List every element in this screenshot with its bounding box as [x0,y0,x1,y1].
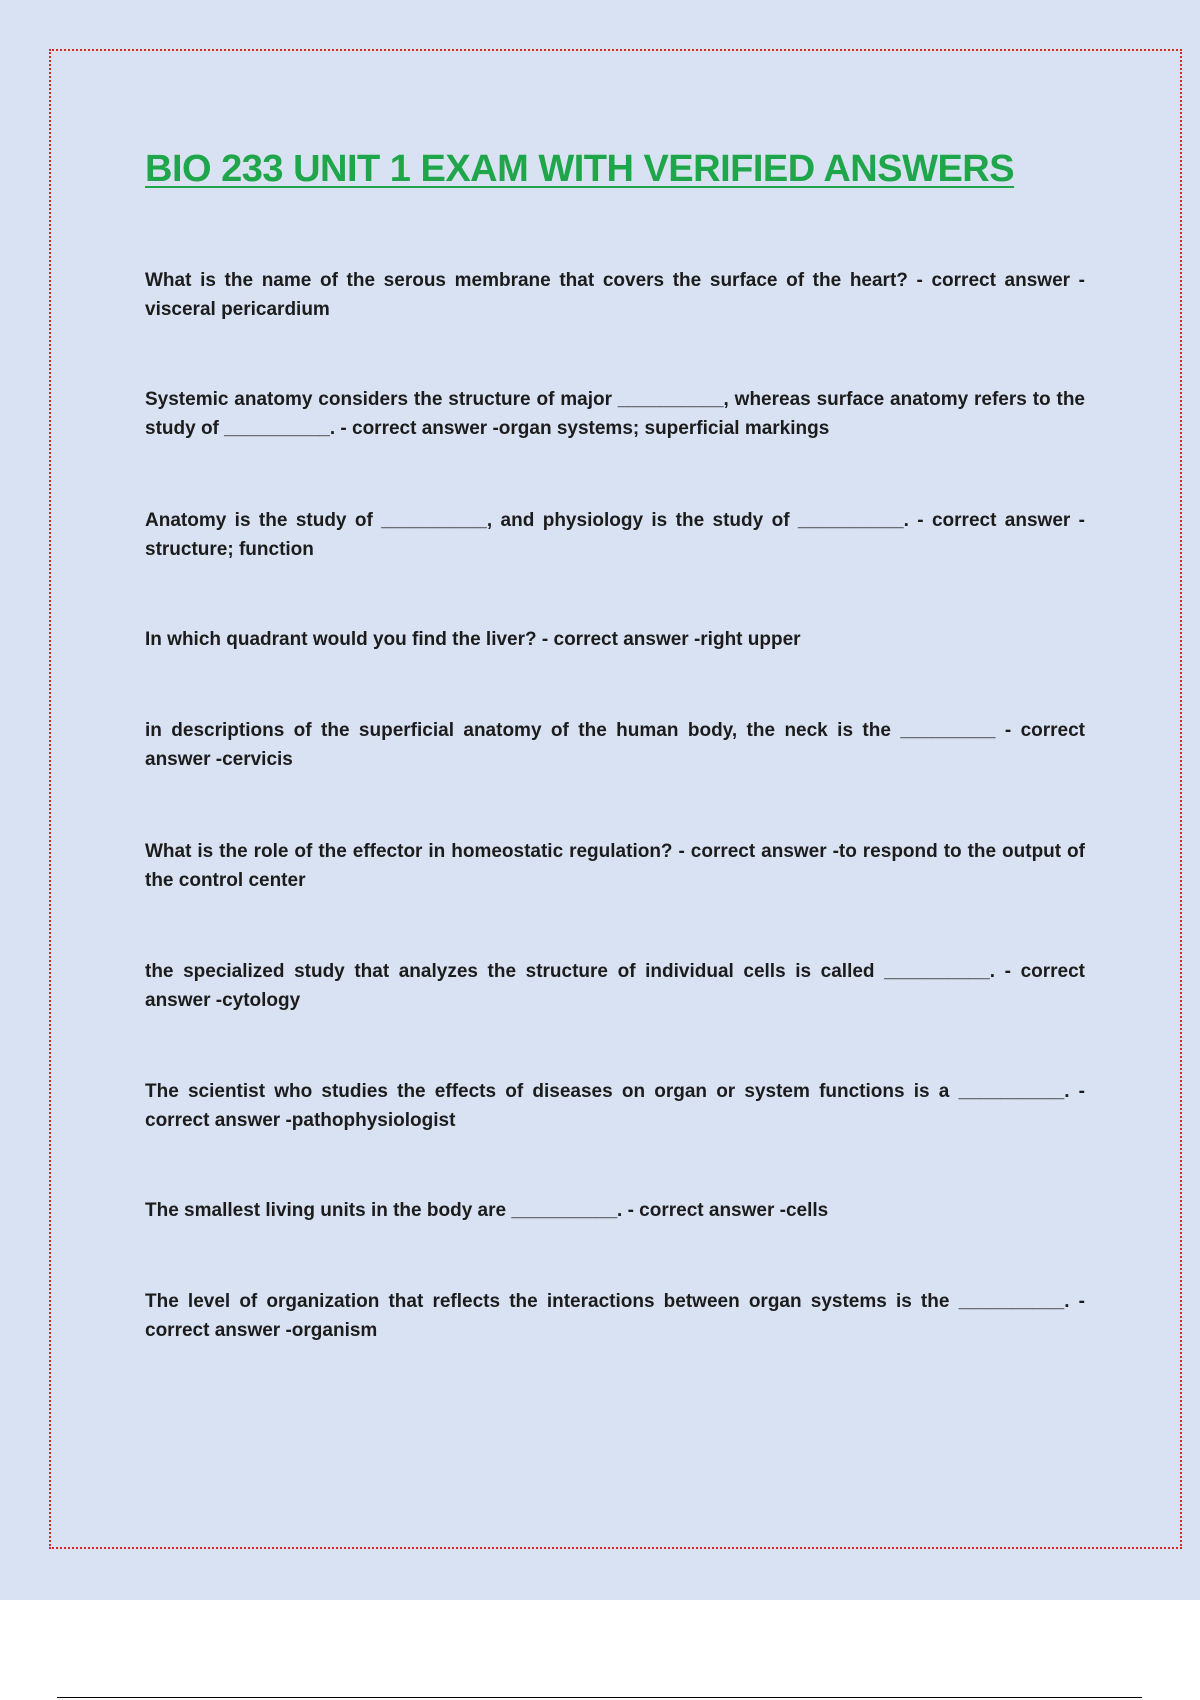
question-answer-item: What is the role of the effector in homeostatic regulation? - correct answer -to respond to the output of the control center [145,841,1085,891]
document-title: BIO 233 UNIT 1 EXAM WITH VERIFIED ANSWERS [145,148,1015,190]
question-answer-item: The level of organization that reflects the interactions between organ systems is the __________. - correct answer -organism [145,1291,1085,1341]
question-answer-item: What is the name of the serous membrane that covers the surface of the heart? - correct answer -visceral pericardium [145,270,1085,320]
question-answer-item: in descriptions of the superficial anatomy of the human body, the neck is the _________ - correct answer -cervicis [145,720,1085,770]
question-answer-item: In which quadrant would you find the liver? - correct answer -right upper [145,629,801,650]
footer-rule [57,1697,1142,1698]
question-answer-item: The smallest living units in the body are __________. - correct answer -cells [145,1200,829,1221]
question-answer-item: The scientist who studies the effects of diseases on organ or system functions is a __________. - correct answer -pathophysiologist [145,1081,1085,1131]
question-answer-item: Systemic anatomy considers the structure of major __________, whereas surface anatomy refers to the study of __________. - correct answer -organ systems; superficial markings [145,389,1085,439]
question-answer-item: the specialized study that analyzes the structure of individual cells is called __________. - correct answer -cytology [145,961,1085,1011]
question-answer-item: Anatomy is the study of __________, and physiology is the study of __________. - correct answer -structure; function [145,510,1085,560]
